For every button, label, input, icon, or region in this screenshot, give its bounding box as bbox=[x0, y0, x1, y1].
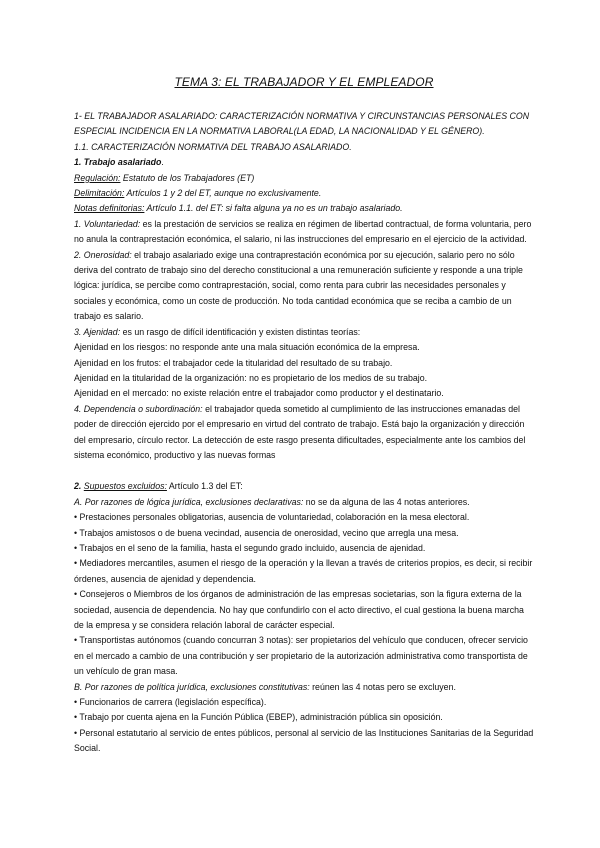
ajenidad-paragraph: 3. Ajenidad: es un rasgo de difícil identificación y existen distintas teorías: bbox=[74, 326, 361, 337]
regulacion-line: Regulación: Estatuto de los Trabajadores (ET) bbox=[74, 172, 255, 183]
page-title: TEMA 3: EL TRABAJADOR Y EL EMPLEADOR bbox=[174, 75, 434, 89]
spacer bbox=[74, 463, 534, 479]
list-item: • Consejeros o Miembros de los órganos de administración de las empresas societarias, son la figura externa de la sociedad, ausencia de dependencia. No hay que confundirlo con el acto directivo, el cual gestiona la buena marcha de la empresa y se considera relación laboral de carácter especial. bbox=[74, 589, 524, 630]
regulacion-label: Regulación: bbox=[74, 172, 121, 183]
list-item: • Trabajo por cuenta ajena en la Función Pública (EBEP), administración pública sin oposición. bbox=[74, 712, 443, 723]
list-item: Ajenidad en los riesgos: no responde ante una mala situación económica de la empresa. bbox=[74, 342, 420, 353]
list-item: • Transportistas autónomos (cuando concurran 3 notas): ser propietarios del vehículo que conducen, ofrecer servicio en el mercado a cambio de una contribución y ser propietario de la autorización administrativa como transportista de un vehículo de gran masa. bbox=[74, 635, 528, 677]
trabajo-asalariado-heading: 1. Trabajo asalariado. bbox=[74, 157, 164, 168]
list-item: • Mediadores mercantiles, asumen el riesgo de la operación y la llevan a través de criterios propios, es decir, si recibir órdenes, ausencia de ajenidad y dependencia. bbox=[74, 558, 533, 584]
list-item: • Trabajos amistosos o de buena vecindad, ausencia de onerosidad, vecino que arregla una mesa. bbox=[74, 527, 459, 538]
exclusiones-declarativas: A. Por razones de lógica jurídica, exclusiones declarativas: no se da alguna de las 4 notas anteriores. bbox=[74, 496, 470, 507]
onerosidad-paragraph: 2. Onerosidad: el trabajo asalariado exige una contraprestación económica por su ejecución, salario pero no sólo deriva del contrato de trabajo sino del derecho constitucional a una remuneración suficiente y responde a una triple lógica: jurídica, se percibe como contraprestación, social, como renta para cubrir las necesidades personales y sociales y económica, como un coste de producción. No toda cantidad económica que se reciba a cambio de un trabajo es salario. bbox=[74, 249, 523, 322]
exclusiones-constitutivas: B. Por razones de política jurídica, exclusiones constitutivas: reúnen las 4 notas pero se excluyen. bbox=[74, 681, 456, 692]
list-item: • Prestaciones personales obligatorias, ausencia de voluntariedad, colaboración en la mesa electoral. bbox=[74, 512, 470, 523]
section-1-1-heading: 1.1. CARACTERIZACIÓN NORMATIVA DEL TRABAJO ASALARIADO. bbox=[74, 141, 352, 152]
dependencia-paragraph: 4. Dependencia o subordinación: el trabajador queda sometido al cumplimiento de las instrucciones emanadas del poder de dirección ejercido por el empresario en virtud del contrato de trabajo. Está bajo la organización y dirección del empresario, círculo rector. La detección de este rasgo presenta dificultades, especialmente ante los cambios del sistema económico, productivo y las nuevas formas bbox=[74, 403, 526, 460]
list-item: • Trabajos en el seno de la familia, hasta el segundo grado incluido, ausencia de ajenidad. bbox=[74, 542, 426, 553]
list-item: • Funcionarios de carrera (legislación específica). bbox=[74, 697, 267, 708]
list-item: Ajenidad en los frutos: el trabajador cede la titularidad del resultado de su trabajo. bbox=[74, 357, 393, 368]
delimitacion-label: Delimitación: bbox=[74, 188, 125, 199]
section-1-heading: 1- EL TRABAJADOR ASALARIADO: CARACTERIZACIÓN NORMATIVA Y CIRCUNSTANCIAS PERSONALES CON ESPECIAL INCIDENCIA EN LA NORMATIVA LABORAL(LA EDAD, LA NACIONALIDAD Y EL GÉNERO). bbox=[74, 111, 530, 137]
delimitacion-line: Delimitación: Artículos 1 y 2 del ET, aunque no exclusivamente. bbox=[74, 188, 322, 199]
list-item: Ajenidad en el mercado: no existe relación entre el trabajador como productor y el destinatario. bbox=[74, 388, 444, 399]
list-item: • Personal estatutario al servicio de entes públicos, personal al servicio de las Instituciones Sanitarias de la Seguridad Social. bbox=[74, 727, 534, 754]
supuestos-heading: 2. Supuestos excluidos: Artículo 1.3 del ET: bbox=[74, 481, 243, 492]
trabajo-asalariado-label: Trabajo asalariado bbox=[83, 157, 162, 168]
supuestos-label: Supuestos excluidos: bbox=[83, 481, 167, 492]
notas-line: Notas definitorias: Artículo 1.1. del ET: si falta alguna ya no es un trabajo asalariado. bbox=[74, 203, 403, 214]
list-item: Ajenidad en la titularidad de la organización: no es propietario de los medios de su trabajo. bbox=[74, 372, 428, 383]
notas-label: Notas definitorias: bbox=[74, 203, 145, 214]
voluntariedad-paragraph: 1. Voluntariedad: es la prestación de servicios se realiza en régimen de libertad contractual, de forma voluntaria, pero no anula la contraprestación económica, el salario, ni las instrucciones del empresario en el ejercicio de la actividad. bbox=[74, 218, 532, 245]
document-page bbox=[74, 75, 534, 757]
